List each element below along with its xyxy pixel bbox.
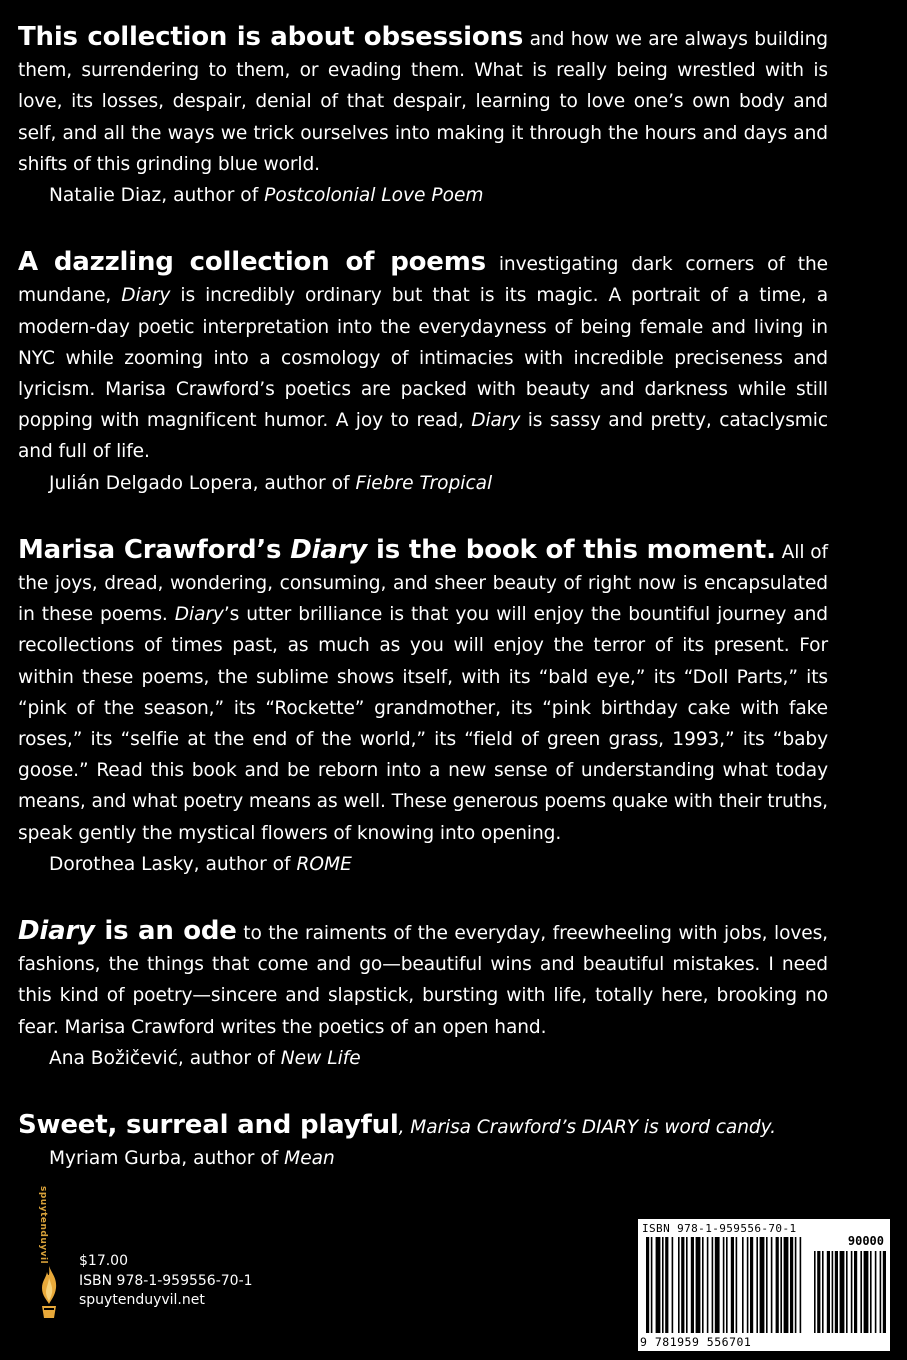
attribution-book-title: Fiebre Tropical <box>355 472 493 494</box>
barcode-bar <box>736 1237 738 1333</box>
blurb-myriam-gurba <box>18 1110 828 1174</box>
barcode-bar <box>771 1237 773 1333</box>
blurb-text <box>18 916 828 1043</box>
attribution-book-title: Mean <box>284 1148 335 1170</box>
barcode-addon-bar <box>822 1251 824 1333</box>
blurb-body: to the raiments of the everyday, freewheeling with jobs, loves, fashions, the things that come and go—beautiful wins and beautiful mistakes. I need this kind of poetry—sincere and slapstick, bursting with life, totally here, brooking no fear. Marisa Crawford writes the poetics of an open hand. <box>18 923 828 1038</box>
barcode-bar <box>731 1237 734 1333</box>
barcode-bar <box>686 1237 688 1333</box>
blurb-body: , Marisa Crawford’s DIARY is word candy. <box>398 1117 776 1139</box>
price: $17.00 <box>79 1253 128 1269</box>
barcode-addon-bar <box>860 1251 862 1333</box>
barcode-bar <box>784 1237 789 1333</box>
barcode-addon-bar <box>817 1251 820 1333</box>
blurb-text <box>18 247 828 467</box>
publisher-block <box>36 1186 296 1326</box>
barcode-bar <box>800 1237 802 1333</box>
blurb-book-title: Diary <box>471 410 521 432</box>
barcode-bar <box>678 1237 680 1333</box>
blurb-lead: is an ode <box>94 916 237 947</box>
blurb-dorothea-lasky <box>18 535 828 880</box>
barcode-bar <box>726 1237 728 1333</box>
blurb-attribution <box>49 468 828 499</box>
barcode-addon-bar <box>875 1251 877 1333</box>
isbn-barcode <box>638 1219 890 1351</box>
barcode-addon-bar <box>854 1251 857 1333</box>
barcode-bar <box>662 1237 664 1333</box>
blurb-julian-delgado-lopera <box>18 247 828 499</box>
barcode-price-code: 90000 <box>847 1234 884 1248</box>
publisher-info <box>79 1252 253 1311</box>
blurb-ana-bozicevic <box>18 916 828 1074</box>
barcode-bar <box>750 1237 753 1333</box>
barcode-bar <box>795 1237 797 1333</box>
blurb-lead-title: Diary <box>18 916 95 947</box>
blurb-lead-title: Diary <box>290 534 368 565</box>
barcode-bar <box>742 1237 744 1333</box>
barcode-bar <box>776 1237 779 1333</box>
barcode-bar <box>651 1237 653 1333</box>
blurb-attribution <box>49 180 828 211</box>
blurb-body: investigating dark corners of the mundane, <box>18 254 829 307</box>
barcode-bar <box>756 1237 758 1333</box>
publisher-website: spuytenduyvil.net <box>79 1292 205 1308</box>
barcode-bar <box>707 1237 709 1333</box>
barcode-bar <box>747 1237 749 1333</box>
barcode-addon-bar <box>880 1251 882 1333</box>
attribution-author: Myriam Gurba, author of <box>49 1148 285 1170</box>
blurb-body: is incredibly ordinary but that is its magic. A portrait of a time, a modern-day poetic interpretation into the everydayness of being female and living in NYC while zooming into a cosmology of intimacies with incredible preciseness and lyricism. Marisa Crawford’s poetics are packed with beauty and darkness while still popping with magnificent humor. A joy to read, <box>18 285 828 432</box>
barcode-bar <box>665 1237 668 1333</box>
blurb-book-title: Diary <box>121 285 171 307</box>
blurb-attribution <box>49 1143 828 1174</box>
attribution-author: Natalie Diaz, author of <box>49 185 265 207</box>
blurb-natalie-diaz <box>18 22 828 211</box>
blurb-attribution <box>49 1043 828 1074</box>
barcode-bar <box>766 1237 768 1333</box>
barcode-bar <box>715 1237 720 1333</box>
attribution-book-title: New Life <box>280 1047 361 1069</box>
barcode-bar <box>712 1237 714 1333</box>
barcode-bar <box>672 1237 674 1333</box>
barcode-addon-bar <box>851 1251 853 1333</box>
flame-icon <box>38 1264 60 1320</box>
isbn: ISBN 978-1-959556-70-1 <box>79 1272 253 1289</box>
blurb-lead: A dazzling collection of poems <box>18 247 486 278</box>
blurb-lead: This collection is about obsessions <box>18 22 524 52</box>
barcode-bar <box>681 1237 684 1333</box>
blurb-text <box>18 1110 828 1143</box>
barcode-bar <box>691 1237 694 1333</box>
blurb-text <box>18 535 828 849</box>
barcode-bar <box>780 1237 782 1333</box>
attribution-author: Julián Delgado Lopera, author of <box>49 472 356 494</box>
barcode-addon-bar <box>864 1251 869 1333</box>
barcode-bar <box>656 1237 661 1333</box>
barcode-addon-bar <box>827 1251 830 1333</box>
barcode-bar <box>646 1237 649 1333</box>
attribution-book-title: ROME <box>296 853 352 875</box>
barcode-addon-bar <box>883 1251 886 1333</box>
barcode-isbn-label: ISBN 978-1-959556-70-1 <box>642 1222 797 1235</box>
barcode-bar <box>760 1237 765 1333</box>
barcode-digits: 9 781959 556701 <box>640 1335 752 1349</box>
barcode-addon-bar <box>814 1251 816 1333</box>
blurb-text <box>18 22 828 180</box>
barcode-addon-bar <box>835 1251 838 1333</box>
blurb-book-title: Diary <box>174 604 224 626</box>
barcode-bar <box>790 1237 793 1333</box>
attribution-author: Dorothea Lasky, author of <box>49 853 297 875</box>
barcode-addon-bar <box>832 1251 834 1333</box>
blurb-lead: Marisa Crawford’s <box>18 534 291 565</box>
attribution-book-title: Postcolonial Love Poem <box>264 185 484 207</box>
barcode-addon-bar <box>846 1251 848 1333</box>
blurbs-container <box>18 22 828 1211</box>
barcode-bar <box>723 1237 725 1333</box>
blurb-body: and how we are always building them, surrendering to them, or evading them. What is really being wrestled with is love, its losses, despair, denial of that despair, learning to love one’s own body and self, and all the ways we trick ourselves into making it through the hours and days and shifts of this grinding blue world. <box>18 29 828 175</box>
attribution-author: Ana Božičević, author of <box>49 1047 281 1069</box>
blurb-lead: is the book of this moment. <box>367 534 776 565</box>
blurb-body: ’s utter brilliance is that you will enjoy the bountiful journey and recollections of times past, as much as you will enjoy the terror of its present. For within these poems, the sublime shows itself, with its “bald eye,” its “Doll Parts,” its “pink of the season,” its “Rockette” grandmother, its “pink birthday cake with fake roses,” its “selfie at the end of the world,” its “field of green grass, 1993,” its “baby goose.” Read this book and be reborn into a new sense of understanding what today means, and what poetry means as well. These generous poems quake with their truths, speak gently the mystical flowers of knowing into opening. <box>18 604 828 844</box>
barcode-addon-bar <box>870 1251 872 1333</box>
blurb-body: All of the joys, dread, wondering, consuming, and sheer beauty of right now is encapsulated in these poems. <box>18 541 828 626</box>
blurb-attribution <box>49 849 828 880</box>
barcode-bar <box>696 1237 701 1333</box>
barcode-bar <box>702 1237 704 1333</box>
blurb-body: is sassy and pretty, cataclysmic and full of life. <box>18 410 828 463</box>
blurb-lead: Sweet, surreal and playful <box>18 1110 399 1141</box>
publisher-vertical-name: spuytenduyvil <box>38 1186 48 1265</box>
barcode-addon-bar <box>840 1251 845 1333</box>
